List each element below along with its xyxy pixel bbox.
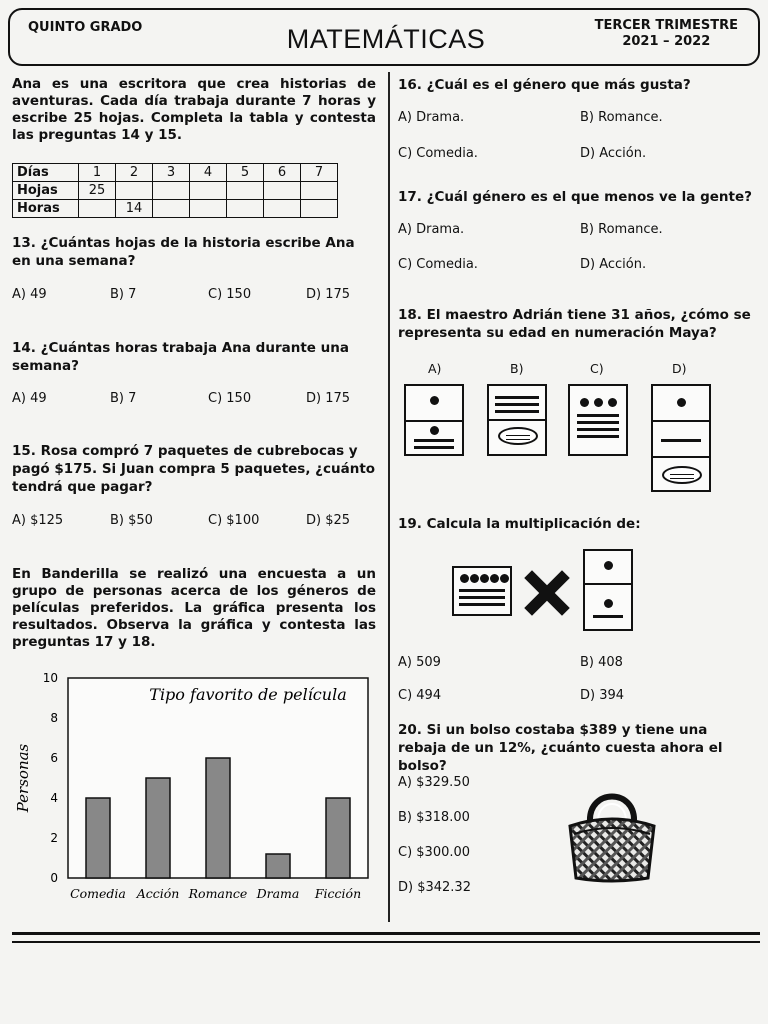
maya-bar <box>661 439 701 442</box>
q18-label-c[interactable]: C) <box>590 361 604 376</box>
cell[interactable] <box>301 182 338 200</box>
x-tick-label: Comedia <box>70 886 126 901</box>
cell: 1 <box>79 164 116 182</box>
q18-label-d[interactable]: D) <box>672 361 687 376</box>
bar-romance <box>206 758 230 878</box>
maya-shell-icon <box>662 466 702 484</box>
q18-label-b[interactable]: B) <box>510 361 524 376</box>
q17-option-a[interactable]: A) Drama. <box>398 222 465 237</box>
maya-dot <box>594 398 603 407</box>
maya-bar <box>459 596 505 599</box>
maya-bar <box>459 589 505 592</box>
handbag-icon <box>560 782 664 886</box>
row-label-hojas: Hojas <box>13 182 79 200</box>
term-name: TERCER TRIMESTRE <box>594 18 738 33</box>
row-label-dias: Días <box>13 164 79 182</box>
y-tick-label: 0 <box>50 871 58 885</box>
intro-banderilla: En Banderilla se realizó una encuesta a un grupo de personas acerca de los géneros de películas preferidos. La gráfica presenta los resultados. Observa la gráfica y contesta las preguntas 17 y 18. <box>12 566 376 650</box>
cell[interactable] <box>190 200 227 218</box>
maya-dot <box>677 398 686 407</box>
maya-dot <box>604 561 613 570</box>
column-divider <box>388 72 390 922</box>
cell[interactable]: 25 <box>79 182 116 200</box>
bar-ficción <box>326 798 350 878</box>
multiply-icon <box>524 570 570 616</box>
q20-option-d[interactable]: D) $342.32 <box>398 880 471 895</box>
y-tick-label: 10 <box>42 671 58 685</box>
x-tick-label: Ficción <box>314 886 362 901</box>
intro-ana: Ana es una escritora que crea historias de aventuras. Cada día trabaja durante 7 horas y escribe 25 hojas. Completa la tabla y contesta las preguntas 14 y 15. <box>12 76 376 143</box>
y-tick-label: 2 <box>50 831 58 845</box>
q18-label-a[interactable]: A) <box>428 361 442 376</box>
maya-dot <box>580 398 589 407</box>
q16-option-c[interactable]: C) Comedia. <box>398 146 478 161</box>
term-label <box>595 18 738 50</box>
cell[interactable] <box>79 200 116 218</box>
q14-option-c[interactable]: C) 150 <box>208 391 252 406</box>
q17-option-b[interactable]: B) Romance. <box>580 222 663 237</box>
x-tick-label: Romance <box>188 886 248 901</box>
q14-option-a[interactable]: A) 49 <box>12 391 47 406</box>
bar-drama <box>266 854 290 878</box>
question-16: 16. ¿Cuál es el género que más gusta? <box>398 77 691 93</box>
maya-bar <box>459 603 505 606</box>
q13-option-d[interactable]: D) 175 <box>306 287 351 302</box>
cell[interactable] <box>301 200 338 218</box>
maya-option-c[interactable] <box>568 384 628 456</box>
q17-option-c[interactable]: C) Comedia. <box>398 257 478 272</box>
cell[interactable] <box>116 182 153 200</box>
q15-option-b[interactable]: B) $50 <box>110 513 153 528</box>
q20-option-a[interactable]: A) $329.50 <box>398 775 470 790</box>
maya-level-separator <box>653 456 709 458</box>
q16-option-d[interactable]: D) Acción. <box>580 146 647 161</box>
school-year: 2021 – 2022 <box>622 34 711 49</box>
question-15: 15. Rosa compró 7 paquetes de cubrebocas y pagó $175. Si Juan compra 5 paquetes, ¿cuánto tendrá que pagar? <box>12 443 376 495</box>
y-tick-label: 4 <box>50 791 58 805</box>
maya-dot <box>430 396 439 405</box>
q15-option-a[interactable]: A) $125 <box>12 513 64 528</box>
maya-bar <box>495 396 539 399</box>
maya-option-d[interactable] <box>651 384 711 492</box>
maya-bar <box>577 414 619 417</box>
cell: 4 <box>190 164 227 182</box>
y-tick-label: 8 <box>50 711 58 725</box>
page-header <box>8 8 760 66</box>
q13-option-c[interactable]: C) 150 <box>208 287 252 302</box>
row-label-horas: Horas <box>13 200 79 218</box>
maya-dot <box>490 574 499 583</box>
maya-operand-1 <box>452 566 512 616</box>
maya-level-separator <box>489 419 545 421</box>
grade-label: QUINTO GRADO <box>28 20 143 35</box>
cell: 6 <box>264 164 301 182</box>
cell[interactable] <box>227 182 264 200</box>
maya-dot <box>470 574 479 583</box>
cell[interactable] <box>153 200 190 218</box>
maya-dot <box>460 574 469 583</box>
cell[interactable] <box>153 182 190 200</box>
maya-bar <box>577 421 619 424</box>
q16-option-a[interactable]: A) Drama. <box>398 110 465 125</box>
question-14: 14. ¿Cuántas horas trabaja Ana durante una semana? <box>12 340 349 374</box>
question-18: 18. El maestro Adrián tiene 31 años, ¿cómo se representa su edad en numeración Maya? <box>398 307 751 341</box>
footer-rule <box>12 941 760 943</box>
bar-acción <box>146 778 170 878</box>
maya-level-separator <box>585 583 631 585</box>
cell[interactable] <box>227 200 264 218</box>
maya-bar <box>577 428 619 431</box>
genre-bar-chart <box>10 668 378 908</box>
y-axis-label: Personas <box>14 743 32 813</box>
q15-option-c[interactable]: C) $100 <box>208 513 260 528</box>
cell: 5 <box>227 164 264 182</box>
maya-bar <box>414 439 454 442</box>
question-17: 17. ¿Cuál género es el que menos ve la gente? <box>398 189 752 205</box>
page-title: MATEMÁTICAS <box>286 24 486 54</box>
q20-option-c[interactable]: C) $300.00 <box>398 845 471 860</box>
maya-shell-icon <box>498 427 538 445</box>
maya-bar <box>414 446 454 449</box>
maya-bar <box>495 410 539 413</box>
question-19: 19. Calcula la multiplicación de: <box>398 516 641 532</box>
q19-option-d[interactable]: D) 394 <box>580 688 625 703</box>
maya-level-separator <box>406 420 462 422</box>
cell[interactable] <box>264 200 301 218</box>
maya-dot <box>604 599 613 608</box>
cell[interactable] <box>190 182 227 200</box>
maya-option-b[interactable] <box>487 384 547 456</box>
maya-bar <box>577 435 619 438</box>
q19-option-a[interactable]: A) 509 <box>398 655 441 670</box>
q16-option-b[interactable]: B) Romance. <box>580 110 663 125</box>
chart-title: Tipo favorito de película <box>149 685 347 704</box>
cell[interactable]: 14 <box>116 200 153 218</box>
ana-table <box>12 163 338 218</box>
footer-rule <box>12 932 760 935</box>
q14-option-b[interactable]: B) 7 <box>110 391 137 406</box>
question-20: 20. Si un bolso costaba $389 y tiene una rebaja de un 12%, ¿cuánto cuesta ahora el bolso? <box>398 722 723 774</box>
cell: 7 <box>301 164 338 182</box>
maya-dot <box>480 574 489 583</box>
q15-option-d[interactable]: D) $25 <box>306 513 351 528</box>
maya-dot <box>608 398 617 407</box>
q19-option-c[interactable]: C) 494 <box>398 688 442 703</box>
cell[interactable] <box>264 182 301 200</box>
bar-comedia <box>86 798 110 878</box>
cell: 3 <box>153 164 190 182</box>
maya-dot <box>500 574 509 583</box>
maya-bar <box>593 615 623 618</box>
y-tick-label: 6 <box>50 751 58 765</box>
maya-operand-2 <box>583 549 633 631</box>
question-13: 13. ¿Cuántas hojas de la historia escribe Ana en una semana? <box>12 235 355 269</box>
maya-bar <box>495 403 539 406</box>
q20-option-b[interactable]: B) $318.00 <box>398 810 470 825</box>
q13-option-b[interactable]: B) 7 <box>110 287 137 302</box>
maya-option-a[interactable] <box>404 384 464 456</box>
maya-dot <box>430 426 439 435</box>
maya-level-separator <box>653 420 709 422</box>
q17-option-d[interactable]: D) Acción. <box>580 257 647 272</box>
x-tick-label: Drama <box>256 886 300 901</box>
q14-option-d[interactable]: D) 175 <box>306 391 351 406</box>
cell: 2 <box>116 164 153 182</box>
q13-option-a[interactable]: A) 49 <box>12 287 47 302</box>
x-tick-label: Acción <box>136 886 180 901</box>
q19-option-b[interactable]: B) 408 <box>580 655 623 670</box>
